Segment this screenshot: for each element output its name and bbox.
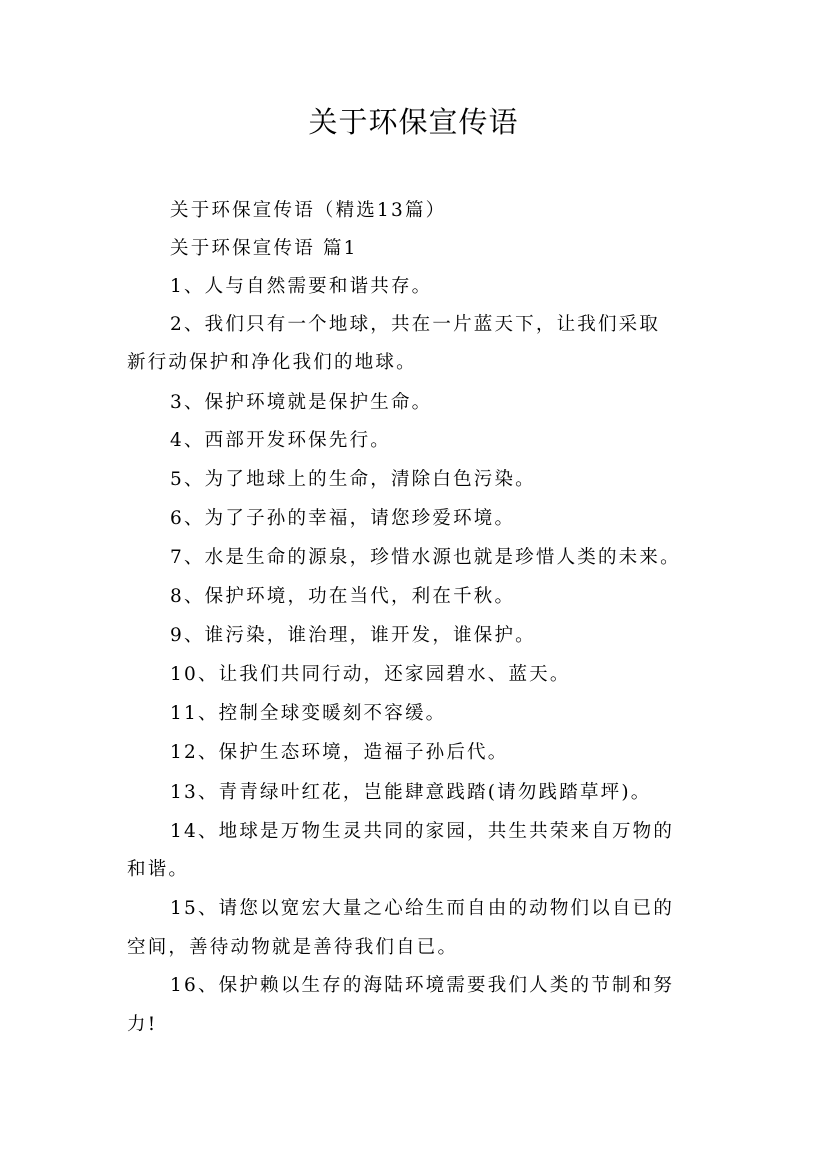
list-item: 14、地球是万物生灵共同的家园，共生共荣来自万物的 xyxy=(170,821,675,842)
list-item: 15、请您以宽宏大量之心给生而自由的动物们以自已的 xyxy=(170,898,675,919)
list-item: 12、保护生态环境，造福子孙后代。 xyxy=(170,742,509,763)
list-item: 6、为了子孙的幸福，请您珍爱环境。 xyxy=(170,508,516,529)
list-item-continuation: 和谐。 xyxy=(127,859,190,880)
list-item: 9、谁污染，谁治理，谁开发，谁保护。 xyxy=(170,625,536,646)
list-item: 10、让我们共同行动，还家园碧水、蓝天。 xyxy=(170,664,571,685)
document-title: 关于环保宣传语 xyxy=(308,105,519,139)
list-item-continuation: 空间，善待动物就是善待我们自已。 xyxy=(127,937,459,958)
section-heading: 关于环保宣传语 篇1 xyxy=(170,238,358,259)
list-item: 16、保护赖以生存的海陆环境需要我们人类的节制和努 xyxy=(170,975,675,996)
document-subtitle: 关于环保宣传语（精选13篇） xyxy=(170,200,447,221)
list-item: 7、水是生命的源泉，珍惜水源也就是珍惜人类的未来。 xyxy=(170,547,681,568)
list-item: 1、人与自然需要和谐共存。 xyxy=(170,276,433,297)
list-item: 13、青青绿叶红花，岂能肆意践踏(请勿践踏草坪)。 xyxy=(170,782,652,803)
list-item: 2、我们只有一个地球，共在一片蓝天下，让我们采取 xyxy=(170,314,661,335)
list-item-continuation: 力! xyxy=(127,1014,158,1035)
list-item: 11、控制全球变暖刻不容缓。 xyxy=(170,703,447,724)
list-item-continuation: 新行动保护和净化我们的地球。 xyxy=(127,352,417,373)
list-item: 8、保护环境，功在当代，利在千秋。 xyxy=(170,586,516,607)
list-item: 3、保护环境就是保护生命。 xyxy=(170,392,433,413)
list-item: 5、为了地球上的生命，清除白色污染。 xyxy=(170,469,536,490)
list-item: 4、西部开发环保先行。 xyxy=(170,430,391,451)
